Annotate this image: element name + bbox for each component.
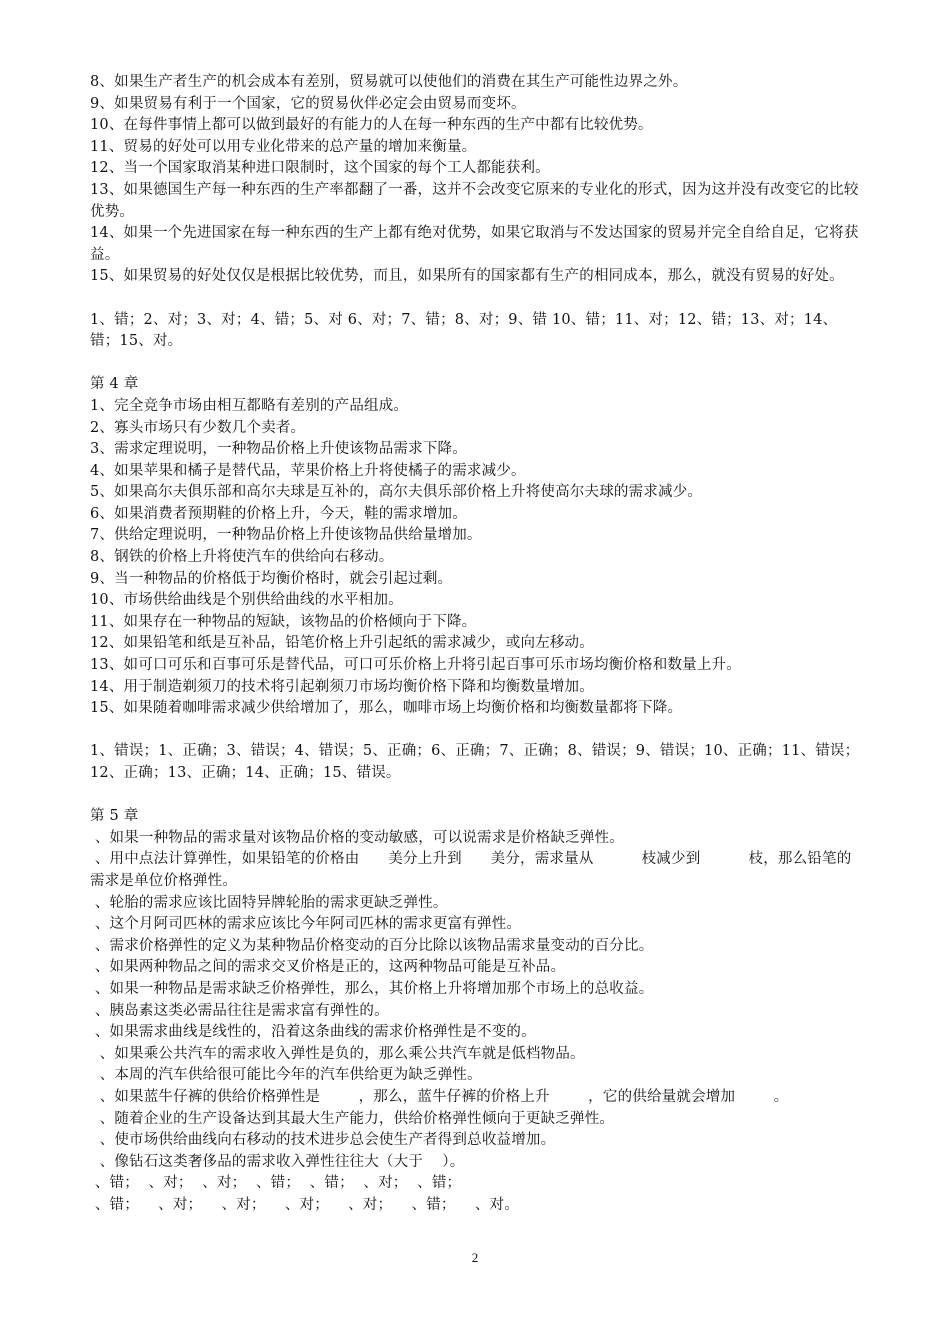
statement-7: 、如果一种物品是需求缺乏价格弹性，那么，其价格上升将增加那个市场上的总收益。 — [90, 980, 654, 997]
statement-8: 、胰岛素这类必需品往往是需求富有弹性的。 — [90, 1002, 389, 1019]
section-chapter-4 — [90, 374, 865, 806]
statement-1: 、如果一种物品的需求量对该物品价格的变动敏感，可以说需求是价格缺乏弹性。 — [90, 829, 625, 846]
section-chapter-5 — [90, 806, 865, 1216]
section-chapter-3-cont — [90, 72, 865, 374]
spacer — [90, 785, 865, 807]
chapter-heading: 第 4 章 — [90, 376, 139, 393]
statement-4: 4、如果苹果和橘子是替代品，苹果价格上升将使橘子的需求减少。 — [90, 462, 526, 479]
answer-key: 1、错误；1、正确；3、错误；4、错误；5、正确；6、正确；7、正确；8、错误；9、错误；10、正确；11、错误；12、正确；13、正确；14、正确；15、错误。 — [90, 743, 860, 781]
answer-key-line-2: 、错； 、对； 、对； 、对； 、对； 、错； 、对。 — [90, 1196, 519, 1213]
spacer — [90, 288, 865, 310]
statement-3: 3、需求定理说明，一种物品价格上升使该物品需求下降。 — [90, 441, 467, 458]
statement-15: 15、如果贸易的好处仅仅是根据比较优势，而且，如果所有的国家都有生产的相同成本，那么，就没有贸易的好处。 — [90, 268, 844, 285]
statement-15: 15、如果随着咖啡需求减少供给增加了，那么，咖啡市场上均衡价格和均衡数量都将下降。 — [90, 700, 683, 717]
statement-10: 10、市场供给曲线是个别供给曲线的水平相加。 — [90, 592, 403, 609]
statement-14: 14、如果一个先进国家在每一种东西的生产上都有绝对优势，如果它取消与不发达国家的贸易并完全自给自足，它将获益。 — [90, 225, 859, 263]
statement-5: 、需求价格弹性的定义为某种物品价格变动的百分比除以该物品需求量变动的百分比。 — [90, 937, 654, 954]
spacer — [90, 720, 865, 742]
statement-10: 、如果乘公共汽车的需求收入弹性是负的，那么乘公共汽车就是低档物品。 — [90, 1045, 585, 1062]
statement-12: 12、当一个国家取消某种进口限制时，这个国家的每个工人都能获利。 — [90, 160, 550, 177]
page-number: 2 — [471, 1250, 479, 1265]
statement-2: 2、寡头市场只有少数几个卖者。 — [90, 419, 306, 436]
statement-13: 13、如果德国生产每一种东西的生产率都翻了一番，这并不会改变它原来的专业化的形式，因为这并没有改变它的比较优势。 — [90, 181, 859, 220]
statement-12: 12、如果铅笔和纸是互补品，铅笔价格上升引起纸的需求减少，或向左移动。 — [90, 635, 594, 652]
statement-8: 8、如果生产者生产的机会成本有差别，贸易就可以使他们的消费在其生产可能性边界之外。 — [90, 74, 688, 90]
statement-13: 13、如可口可乐和百事可乐是替代品，可口可乐价格上升将引起百事可乐市场均衡价格和数量上升。 — [90, 657, 741, 674]
statement-9: 9、当一种物品的价格低于均衡价格时，就会引起过剩。 — [90, 570, 453, 587]
statement-8: 8、钢铁的价格上升将使汽车的供给向右移动。 — [90, 549, 394, 566]
answer-key-line-1: 、错； 、对； 、对； 、错； 、错； 、对； 、错； — [90, 1175, 462, 1192]
statement-9: 9、如果贸易有利于一个国家，它的贸易伙伴必定会由贸易而变坏。 — [90, 95, 526, 112]
statement-7: 7、供给定理说明，一种物品价格上升使该物品供给量增加。 — [90, 527, 482, 544]
statement-10: 10、在每件事情上都可以做到最好的有能力的人在每一种东西的生产中都有比较优势。 — [90, 117, 653, 134]
statement-4: 、这个月阿司匹林的需求应该比今年阿司匹林的需求更富有弹性。 — [90, 916, 522, 933]
statement-14: 、使市场供给曲线向右移动的技术进步总会使生产者得到总收益增加。 — [90, 1132, 556, 1149]
statement-6: 6、如果消费者预期鞋的价格上升，今天，鞋的需求增加。 — [90, 505, 467, 522]
statement-13: 、随着企业的生产设备达到其最大生产能力，供给价格弹性倾向于更缺乏弹性。 — [90, 1110, 615, 1127]
statement-11: 11、如果存在一种物品的短缺，该物品的价格倾向于下降。 — [90, 613, 477, 630]
statement-11: 11、贸易的好处可以用专业化带来的总产量的增加来衡量。 — [90, 138, 477, 155]
chapter-heading: 第 5 章 — [90, 808, 139, 825]
statement-15: 、像钻石这类奢侈品的需求收入弹性往往大（大于 ）。 — [90, 1153, 465, 1170]
spacer — [90, 353, 865, 375]
statement-12: 、如果蓝牛仔裤的供给价格弹性是 ，那么，蓝牛仔裤的价格上升 ，它的供给量就会增加 。 — [90, 1088, 789, 1105]
document-page — [90, 72, 865, 1216]
statement-3: 、轮胎的需求应该比固特异牌轮胎的需求更缺乏弹性。 — [90, 894, 448, 911]
statement-14: 14、用于制造剃须刀的技术将引起剃须刀市场均衡价格下降和均衡数量增加。 — [90, 678, 594, 695]
statement-9: 、如果需求曲线是线性的，沿着这条曲线的需求价格弹性是不变的。 — [90, 1024, 536, 1041]
statement-2: 、用中点法计算弹性，如果铅笔的价格由 美分上升到 美分，需求量从 枝减少到 枝，那么铅笔的需求是单位价格弹性。 — [90, 851, 852, 889]
statement-6: 、如果两种物品之间的需求交叉价格是正的，这两种物品可能是互补品。 — [90, 959, 566, 976]
answer-key: 1、错；2、对；3、对；4、错；5、对 6、对；7、错；8、对；9、错 10、错；11、对；12、错；13、对；14、错；15、对。 — [90, 311, 838, 350]
statement-5: 5、如果高尔夫俱乐部和高尔夫球是互补的，高尔夫俱乐部价格上升将使高尔夫球的需求减少。 — [90, 484, 703, 501]
statement-11: 、本周的汽车供给很可能比今年的汽车供给更为缺乏弹性。 — [90, 1067, 482, 1084]
statement-1: 1、完全竞争市场由相互都略有差别的产品组成。 — [90, 397, 409, 414]
